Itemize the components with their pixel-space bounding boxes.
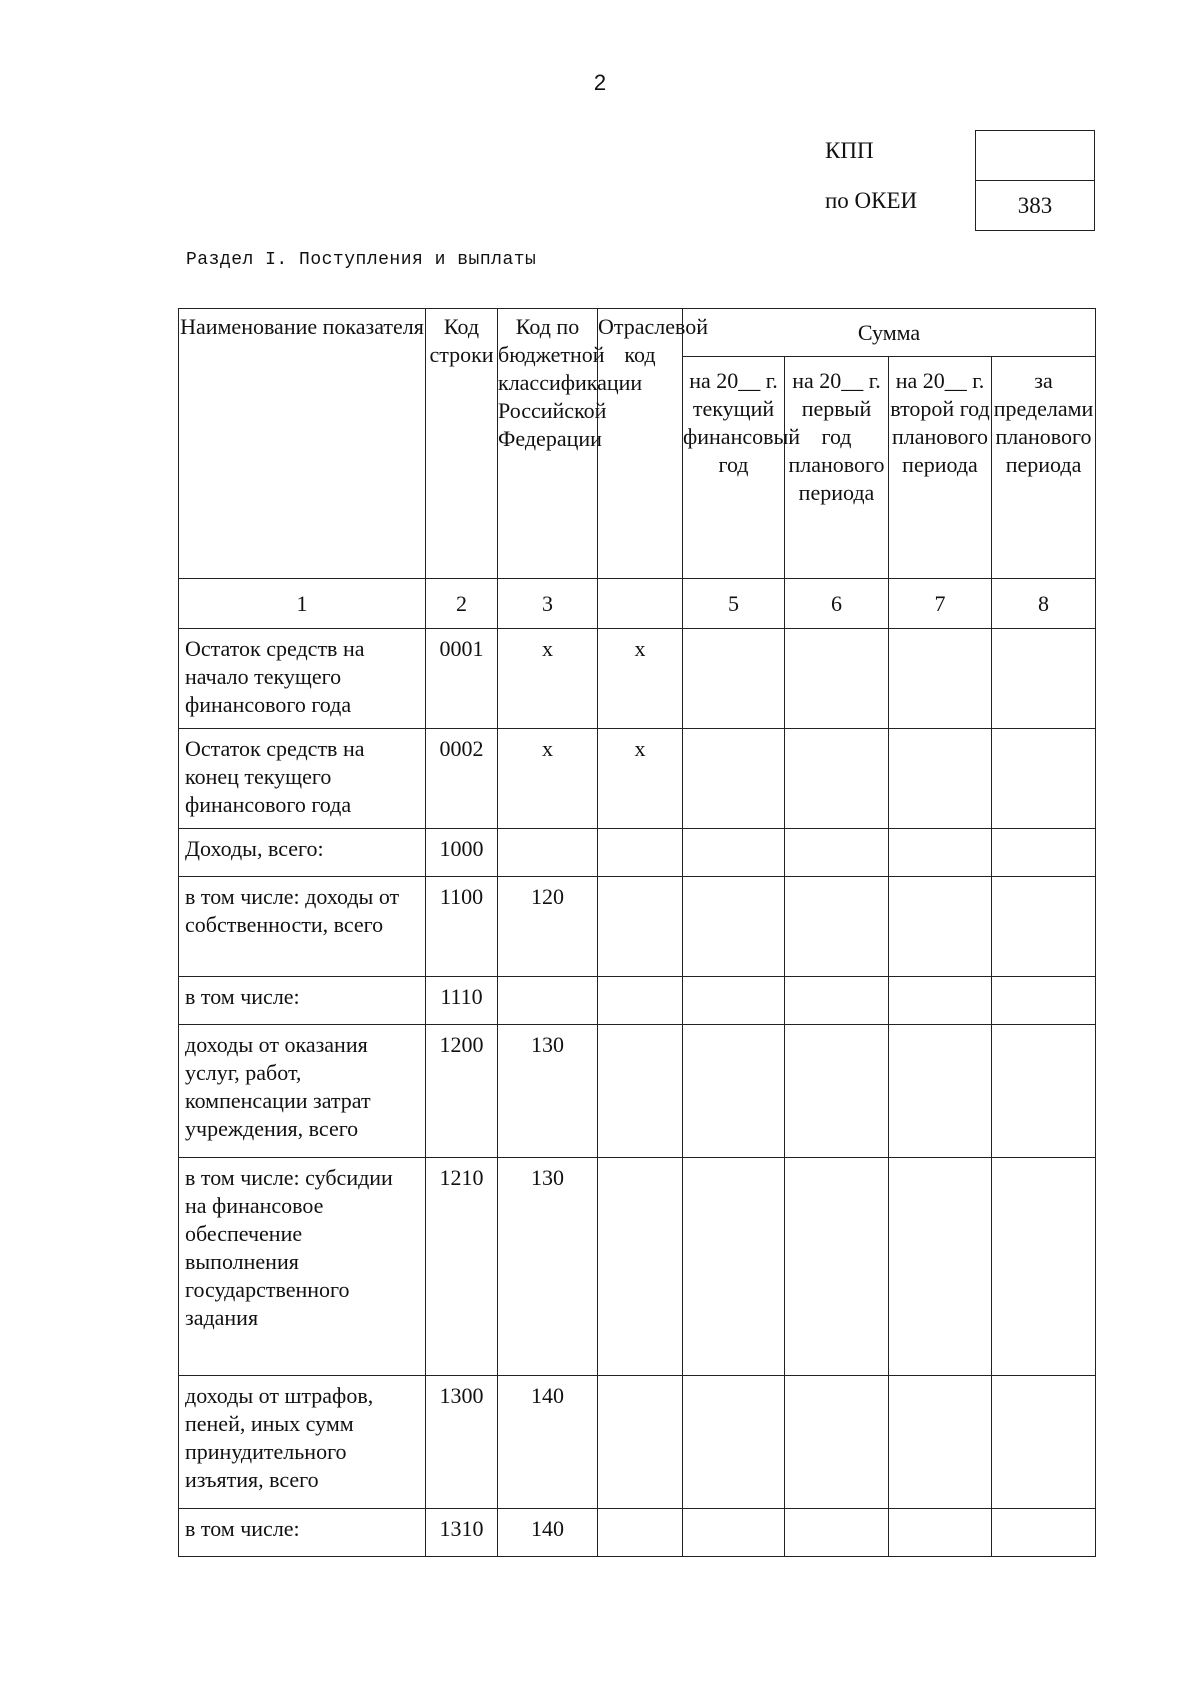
header-row-code: Код строки	[426, 309, 498, 579]
row-kbk: х	[498, 629, 598, 729]
row-name: в том числе:	[179, 977, 426, 1025]
sum-cell[interactable]	[992, 977, 1096, 1025]
row-kbk: х	[498, 729, 598, 829]
row-name: в том числе: доходы от собственности, всего	[179, 877, 426, 977]
row-name: Остаток средств на конец текущего финансового года	[179, 729, 426, 829]
sum-cell[interactable]	[683, 829, 785, 877]
sum-cell[interactable]	[889, 1025, 992, 1158]
row-name: в том числе:	[179, 1509, 426, 1557]
sum-cell[interactable]	[683, 977, 785, 1025]
header-budget-code: Код по бюджетной классификации Российской Федерации	[498, 309, 598, 579]
sum-cell[interactable]	[785, 1376, 889, 1509]
row-kbk: 140	[498, 1509, 598, 1557]
table-row	[179, 1025, 1096, 1158]
sum-cell[interactable]	[889, 829, 992, 877]
sum-cell[interactable]	[683, 877, 785, 977]
header-sector-code: Отраслевой код	[598, 309, 683, 579]
sum-cell[interactable]	[992, 1509, 1096, 1557]
sum-cell[interactable]	[785, 829, 889, 877]
sum-cell[interactable]	[889, 1509, 992, 1557]
row-code: 1000	[426, 829, 498, 877]
row-name: доходы от штрафов, пеней, иных сумм принудительного изъятия, всего	[179, 1376, 426, 1509]
header-sum: Сумма	[683, 309, 1096, 357]
row-kbk: 120	[498, 877, 598, 977]
table-row	[179, 1509, 1096, 1557]
sum-cell[interactable]	[683, 1376, 785, 1509]
row-sector	[598, 1025, 683, 1158]
row-sector: х	[598, 629, 683, 729]
header-name: Наименование показателя	[179, 309, 426, 579]
kpp-label: КПП	[825, 138, 874, 163]
row-name: Доходы, всего:	[179, 829, 426, 877]
page-number: 2	[593, 70, 607, 95]
column-number	[598, 579, 683, 629]
column-number: 5	[683, 579, 785, 629]
section-title: Раздел I. Поступления и выплаты	[186, 250, 537, 270]
receipts-payments-table	[178, 308, 1096, 1557]
kpp-value	[976, 131, 1095, 181]
row-code: 1110	[426, 977, 498, 1025]
row-code: 1310	[426, 1509, 498, 1557]
row-code: 0002	[426, 729, 498, 829]
row-kbk: 140	[498, 1376, 598, 1509]
row-sector	[598, 1509, 683, 1557]
row-code: 1200	[426, 1025, 498, 1158]
table-row	[179, 729, 1096, 829]
row-code: 1210	[426, 1158, 498, 1376]
row-sector	[598, 877, 683, 977]
okei-label: по ОКЕИ	[825, 188, 918, 213]
sum-cell[interactable]	[889, 1158, 992, 1376]
row-name: Остаток средств на начало текущего финансового года	[179, 629, 426, 729]
sum-cell[interactable]	[785, 629, 889, 729]
row-code: 0001	[426, 629, 498, 729]
sum-cell[interactable]	[785, 877, 889, 977]
sum-cell[interactable]	[992, 1025, 1096, 1158]
row-sector: х	[598, 729, 683, 829]
sum-cell[interactable]	[992, 1158, 1096, 1376]
row-sector	[598, 977, 683, 1025]
okei-value: 383	[976, 181, 1095, 231]
sum-cell[interactable]	[785, 977, 889, 1025]
header-year2: на 20__ г. первый год планового периода	[785, 357, 889, 579]
header-beyond: за пределами планового периода	[992, 357, 1096, 579]
sum-cell[interactable]	[683, 729, 785, 829]
table-row	[179, 877, 1096, 977]
column-number: 8	[992, 579, 1096, 629]
table-row	[179, 829, 1096, 877]
table-row	[179, 629, 1096, 729]
sum-cell[interactable]	[889, 729, 992, 829]
row-name: в том числе: субсидии на финансовое обеспечение выполнения государственного задания	[179, 1158, 426, 1376]
sum-cell[interactable]	[683, 629, 785, 729]
table-row	[179, 1158, 1096, 1376]
sum-cell[interactable]	[992, 829, 1096, 877]
sum-cell[interactable]	[992, 729, 1096, 829]
table-row	[179, 1376, 1096, 1509]
row-sector	[598, 1158, 683, 1376]
column-number: 1	[179, 579, 426, 629]
row-sector	[598, 1376, 683, 1509]
sum-cell[interactable]	[992, 629, 1096, 729]
row-kbk: 130	[498, 1158, 598, 1376]
column-number: 6	[785, 579, 889, 629]
row-code: 1300	[426, 1376, 498, 1509]
table-row	[179, 977, 1096, 1025]
sum-cell[interactable]	[683, 1158, 785, 1376]
row-code: 1100	[426, 877, 498, 977]
sum-cell[interactable]	[889, 1376, 992, 1509]
header-year1: на 20__ г. текущий финансовый год	[683, 357, 785, 579]
sum-cell[interactable]	[785, 1025, 889, 1158]
sum-cell[interactable]	[785, 729, 889, 829]
sum-cell[interactable]	[683, 1025, 785, 1158]
row-name: доходы от оказания услуг, работ, компенсации затрат учреждения, всего	[179, 1025, 426, 1158]
row-kbk	[498, 977, 598, 1025]
header-year3: на 20__ г. второй год планового периода	[889, 357, 992, 579]
sum-cell[interactable]	[785, 1158, 889, 1376]
sum-cell[interactable]	[889, 977, 992, 1025]
sum-cell[interactable]	[785, 1509, 889, 1557]
column-number: 7	[889, 579, 992, 629]
sum-cell[interactable]	[683, 1509, 785, 1557]
sum-cell[interactable]	[889, 877, 992, 977]
codes-box	[975, 130, 1095, 231]
column-numbers-row	[179, 579, 1096, 629]
row-sector	[598, 829, 683, 877]
row-kbk: 130	[498, 1025, 598, 1158]
sum-cell[interactable]	[992, 1376, 1096, 1509]
sum-cell[interactable]	[992, 877, 1096, 977]
row-kbk	[498, 829, 598, 877]
sum-cell[interactable]	[889, 629, 992, 729]
column-number: 2	[426, 579, 498, 629]
column-number: 3	[498, 579, 598, 629]
